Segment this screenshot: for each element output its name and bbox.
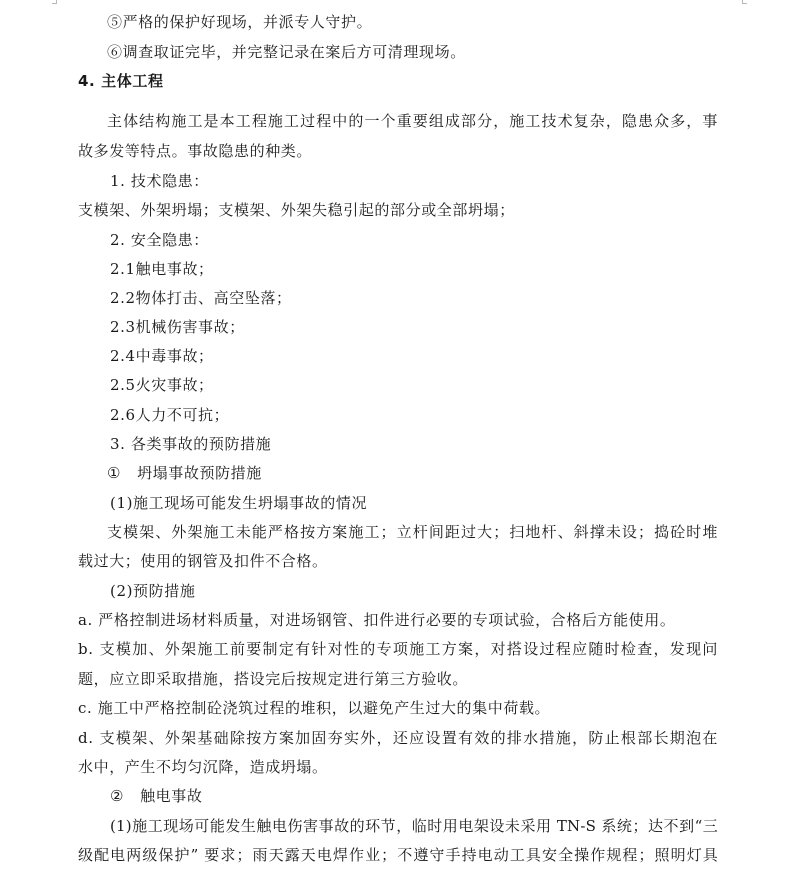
- list-item: 2.6人力不可抗；: [110, 406, 230, 424]
- subsection-title: 坍塌事故预防措施: [137, 464, 262, 482]
- paragraph-line: ⑤严格的保护好现场，并派专人守护。: [107, 13, 373, 31]
- list-item: b. 支模加、外架施工前要制定有针对性的专项施工方案，对搭设过程应随时检查，发现问: [78, 640, 718, 658]
- subsection-heading: [107, 463, 262, 483]
- list-item: 2. 安全隐患：: [110, 231, 209, 249]
- circled-number: ①: [107, 464, 122, 482]
- list-item: 2.2物体打击、高空坠落；: [110, 289, 292, 307]
- paragraph-line: (1)施工现场可能发生坍塌事故的情况: [110, 494, 368, 512]
- paragraph-line: 级配电两级保护” 要求；雨天露天电焊作业；不遵守手持电动工具安全操作规程；照明灯具: [78, 846, 718, 864]
- paragraph-line: ⑥调查取证完毕，并完整记录在案后方可清理现场。: [107, 43, 466, 61]
- section-heading: 4. 主体工程: [78, 72, 164, 90]
- paragraph-line: 载过大；使用的钢管及扣件不合格。: [78, 552, 328, 570]
- paragraph-line: 题，应立即采取措施，搭设完后按规定进行第三方验收。: [78, 670, 469, 688]
- crop-mark-top-left-h: [52, 3, 57, 4]
- list-item: d. 支模架、外架基础除按方案加固夯实外，还应设置有效的排水措施，防止根部长期泡在: [78, 729, 718, 747]
- list-item: 2.1触电事故；: [110, 260, 214, 278]
- circled-number: ②: [110, 787, 125, 805]
- paragraph-line: 水中，产生不均匀沉降，造成坍塌。: [78, 758, 328, 776]
- paragraph-line: (2)预防措施: [110, 582, 196, 600]
- list-item: c. 施工中严格控制砼浇筑过程的堆积，以避免产生过大的集中荷载。: [78, 699, 551, 717]
- list-item: 1. 技术隐患：: [110, 172, 209, 190]
- crop-mark-top-right-h: [742, 3, 747, 4]
- list-item: 2.5火灾事故；: [110, 376, 214, 394]
- subsection-title: 触电事故: [140, 787, 203, 805]
- paragraph-line: (1)施工现场可能发生触电伤害事故的环节，临时用电架设未采用 TN-S 系统；达不到“三: [110, 817, 718, 835]
- list-item: 3. 各类事故的预防措施: [110, 435, 272, 453]
- list-item: 2.3机械伤害事故；: [110, 318, 245, 336]
- paragraph-line: 支模架、外架施工未能严格按方案施工；立杆间距过大；扫地杆、斜撑未设；捣砼时堆: [107, 523, 718, 541]
- list-item: 2.4中毒事故；: [110, 347, 214, 365]
- paragraph-line: 故多发等特点。事故隐患的种类。: [78, 142, 313, 160]
- paragraph-line: 支模架、外架坍塌；支模架、外架失稳引起的部分或全部坍塌；: [78, 201, 515, 219]
- subsection-heading: [110, 786, 202, 806]
- paragraph-line: 主体结构施工是本工程施工过程中的一个重要组成部分，施工技术复杂，隐患众多，事: [107, 112, 718, 130]
- list-item: a. 严格控制进场材料质量，对进场钢管、扣件进行必要的专项试验，合格后方能使用。: [78, 611, 676, 629]
